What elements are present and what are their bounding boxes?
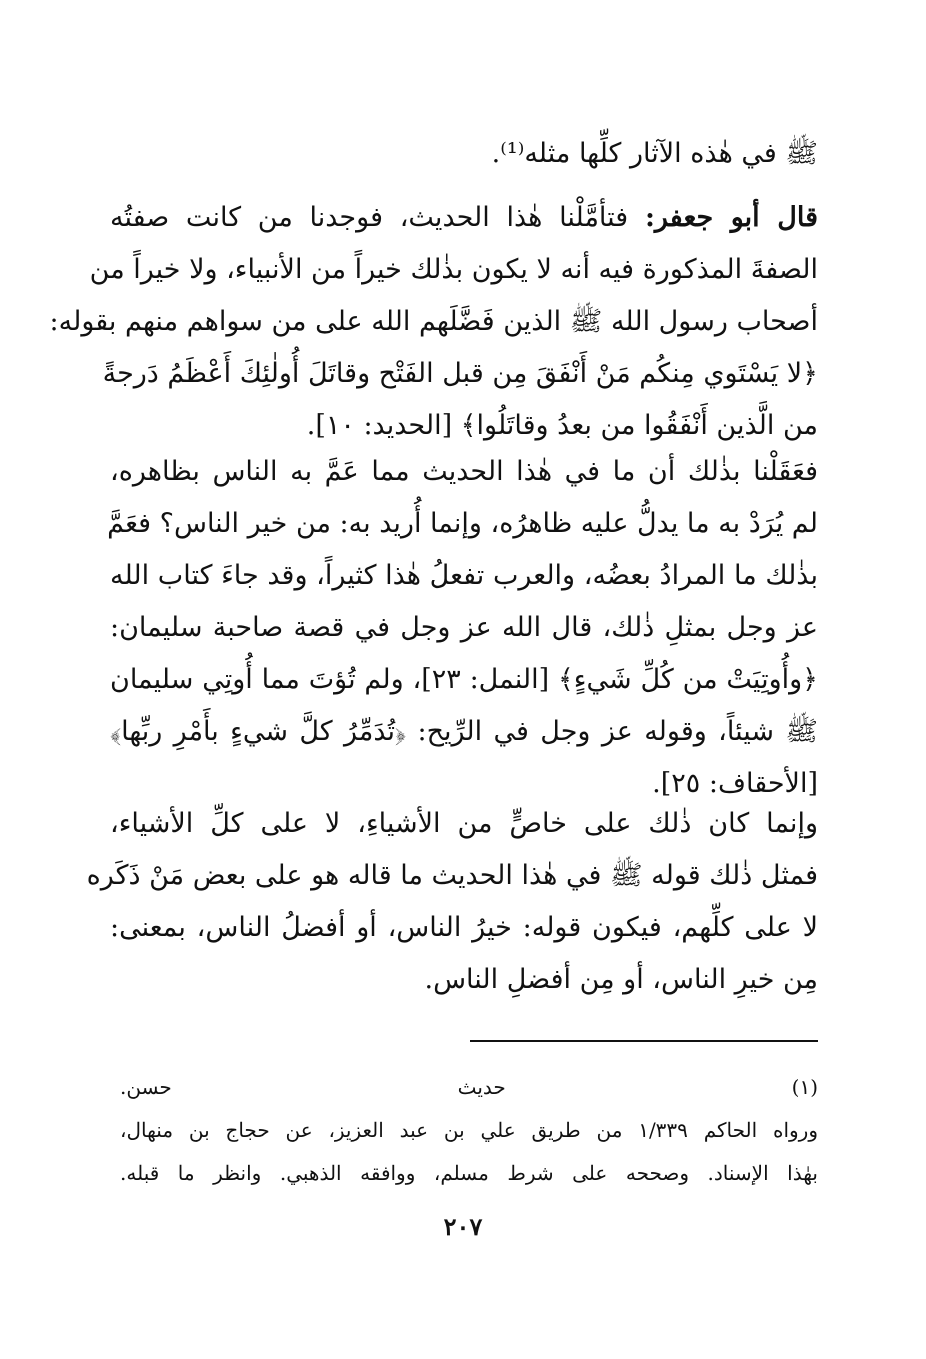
paragraph-3-line-4: مِن خيرِ الناس، أو مِن أفضلِ الناس.	[424, 964, 818, 995]
footnote-1-line-2: بهٰذا الإسناد. وصححه على شرط مسلم، ووافقه الذهبي. وانظر ما قبله.	[120, 1161, 818, 1185]
paragraph-2-line-6: ﷺ شيئاً، وقوله عز وجل في الرِّيح: ﴿تُدَمِّرُ كلَّ شيءٍ بأَمْرِ ربِّها﴾	[110, 716, 818, 747]
paragraph-3-line-1: وإنما كان ذٰلك على خاصٍّ من الأشياءِ، لا على كلِّ الأشياء،	[110, 808, 818, 839]
paragraph-2	[107, 446, 818, 810]
footnotes	[120, 1066, 818, 1195]
footnote-separator	[470, 1040, 818, 1042]
paragraph-2-line-5: ﴿وأُوتِيَتْ من كُلِّ شَيءٍ﴾ [النمل: ٢٣]، ولم تُؤتَ مما أُوتِي سليمان	[110, 664, 818, 695]
paragraph-1	[49, 192, 818, 452]
paragraph-1-line-1-text: فتأمَّلْنا هٰذا الحديث، فوجدنا من كانت صفتُه	[110, 202, 629, 233]
page-number: ٢٠٧	[443, 1212, 483, 1241]
paragraph-2-line-7: [الأحقاف: ٢٥].	[652, 768, 818, 799]
paragraph-1-line-3: أصحاب رسول الله ﷺ الذين فَضَّلَهم الله على من سواهم منهم بقوله:	[49, 306, 818, 337]
paragraph-2-line-3: بذٰلك ما المرادُ بعضُه، والعرب تفعلُ هٰذا كثيراً، وقد جاءَ كتاب الله	[110, 560, 818, 591]
intro-block	[110, 128, 818, 180]
paragraph-2-line-1: فعَقَلْنا بذٰلك أن ما في هٰذا الحديث مما عَمَّ به الناس بظاهره،	[110, 456, 818, 487]
paragraph-2-line-2: لم يُرَدْ به ما يدلُّ عليه ظاهرُه، وإنما أُريد به: من خير الناس؟ فعَمَّ	[107, 508, 818, 539]
paragraph-2-line-4: عز وجل بمثلِ ذٰلك، قال الله عز وجل في قصة صاحبة سليمان:	[110, 612, 818, 643]
speaker-label: قال أبو جعفر:	[644, 202, 818, 233]
footnote-1-heading: (١) حديث حسن.	[120, 1075, 818, 1099]
intro-line: ﷺ في هٰذه الآثار كلِّها مثله⁽¹⁾.	[491, 138, 818, 169]
paragraph-3-line-3: لا على كلِّهم، فيكون قوله: خيرُ الناس، أو أفضلُ الناس، بمعنى:	[110, 912, 818, 943]
paragraph-3-line-2: فمثل ذٰلك قوله ﷺ في هٰذا الحديث ما قاله هو على بعض مَنْ ذَكَره	[86, 860, 818, 891]
paragraph-1-line-2: الصفةَ المذكورة فيه أنه لا يكون بذٰلك خيراً من الأنبياء، ولا خيراً من	[89, 254, 818, 285]
paragraph-3	[86, 798, 818, 1006]
footnote-1-line-1: ورواه الحاكم ١/٣٣٩ من طريق علي بن عبد العزيز، عن حجاج بن منهال،	[120, 1118, 818, 1142]
paragraph-1-line-5: من الَّذين أَنْفَقُوا من بعدُ وقاتَلُوا﴾ [الحديد: ١٠].	[306, 410, 818, 441]
paragraph-1-line-4: ﴿لا يَسْتَوي مِنكُم مَنْ أَنْفَقَ مِن قبل الفَتْح وقاتَلَ أُولٰئِكَ أَعْظَمُ دَرجةً	[102, 358, 818, 389]
paragraph-1-line-1	[110, 192, 818, 244]
